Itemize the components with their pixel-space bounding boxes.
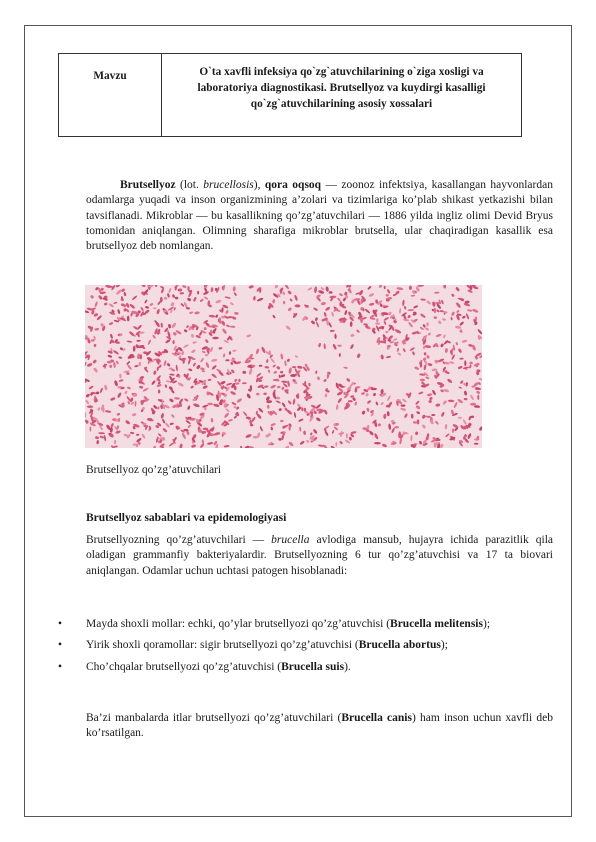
genus-name: brucella (271, 534, 310, 546)
list-item: • Yirik shoxli qoramollar: sigir brutsellyozi qo’zg’atuvchisi (Brucella abortus); (58, 638, 553, 653)
micrograph-svg (85, 285, 482, 448)
pathogen-list (58, 617, 553, 681)
species-name: Brucella suis (281, 660, 345, 673)
intro-paragraph: Brutsellyoz (lot. brucellosis), qora oqsoq — zoonoz infektsiya, kasallangan hayvonlardan odamlarga yuqadi va inson organizmining a’zolari va tizimlariga ko’plab shikast yetkazishi bilan tavsiflanadi. Mikroblar — bu kasallikning qo’zg’atuvchilari — 1886 yilda ingliz olimi Devid Bryus tomonidan aniqlangan. Olimning sharafiga mikroblar brutsella, ular chaqiradigan kasallik esa brutsellyoz deb nomlangan. (86, 179, 553, 253)
species-name: Brucella canis (341, 712, 412, 724)
bacterium-mark (440, 310, 444, 312)
bacterium-mark (132, 394, 137, 397)
bullet-icon: • (58, 618, 63, 630)
list-item: • Cho’chqalar brutsellyozi qo’zg’atuvchisi (Brucella suis). (58, 660, 553, 675)
bacterium-mark (401, 404, 406, 406)
topic-title: O`ta xavfli infeksiya qo`zg`atuvchilarining o`ziga xosligi va laboratoriya diagnostikasi. Brutsellyoz va kuydirgi kasalligi qo`zg`atuvchilarining asosiy xossalari (162, 54, 522, 137)
section-heading: Brutsellyoz sabablari va epidemologiyasi (86, 512, 287, 524)
bacterium-mark (273, 379, 279, 381)
bullet-icon: • (58, 639, 63, 652)
figure-caption: Brutsellyoz qo’zg’atuvchilari (86, 464, 222, 476)
bacterium-mark (409, 286, 412, 290)
intro-latin: brucellosis (203, 179, 254, 191)
intro-section (86, 178, 553, 254)
topic-label: Mavzu (59, 54, 162, 137)
micrograph-image (85, 285, 482, 448)
causes-paragraph: Brutsellyozning qo’zg’atuvchilari — brucella avlodiga mansub, hujayra ichida parazitlik qila oladigan grammanfiy bakteriyalardir. Brutsellyozning 6 tur qo’zg’atuvchisi va 17 ta biovari aniqlangan. Odamlar uchun uchtasi patogen hisoblanadi: (86, 534, 553, 577)
bacterium-mark (136, 434, 139, 436)
intro-alias: qora oqsoq (264, 179, 322, 191)
intro-text: — zoonoz infektsiya, kasallangan hayvonlardan odamlarga yuqadi va inson organizmining a’zolari va tizimlariga ko’plab shikast yetkazishi bilan tavsiflanadi. Mikroblar — bu kasallikning qo’zg’atuvchilari — 1886 yilda ingliz olimi Devid Bryus tomonidan aniqlangan. Olimning sharafiga mikroblar brutsella, ular chaqiradigan kasallik esa brutsellyoz deb nomlangan. (86, 179, 553, 253)
bullet-icon: • (58, 660, 63, 673)
intro-term: Brutsellyoz (120, 179, 176, 191)
list-item: • Mayda shoxli mollar: echki, qo’ylar brutsellyozi qo’zg’atuvchisi (Brucella melitensis); (58, 617, 553, 632)
species-name: Brucella melitensis (390, 618, 483, 630)
species-name: Brucella abortus (358, 639, 441, 652)
canis-paragraph: Ba’zi manbalarda itlar brutsellyozi qo’zg’atuvchilari (Brucella canis) ham inson uchun xavfli deb ko’rsatilgan. (86, 712, 553, 740)
bacterium-mark (158, 390, 160, 394)
topic-table (58, 53, 522, 137)
